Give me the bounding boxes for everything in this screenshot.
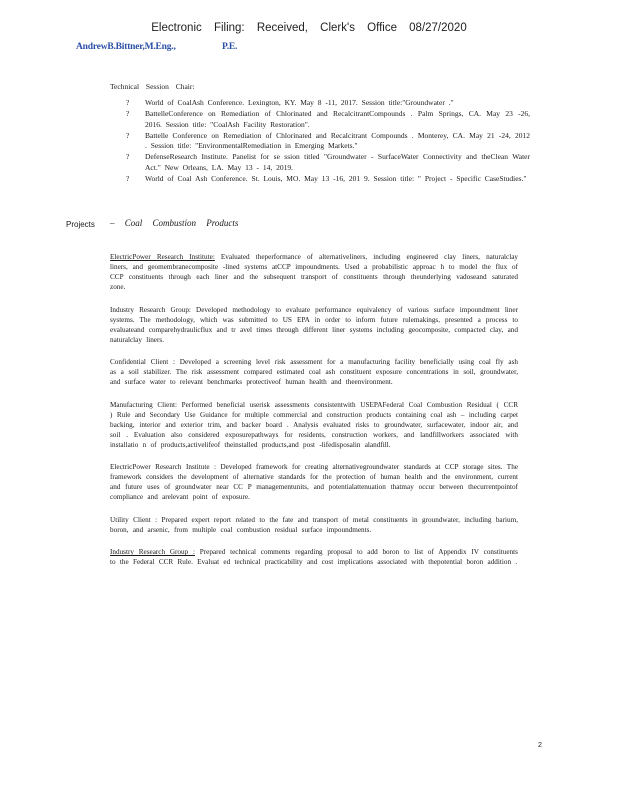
project-entries: [110, 245, 518, 580]
filing-stamp: Electronic Filing: Received, Clerk's Office 08/27/2020: [151, 22, 467, 34]
project-entry: [110, 305, 518, 345]
bullet-glyph: ?: [126, 152, 130, 161]
author-credential: P.E.: [222, 42, 238, 52]
project-entry: [110, 515, 518, 535]
author-header: [76, 42, 238, 52]
list-item-text: Battelle Conference on Remediation of Chlorinated and Recalcitrant Compounds . Monterey, CA. May 21 -24, 2012 . Session title: "EnvironmentalRemediation in Emerging Markets.": [145, 130, 530, 150]
bullet-glyph: ?: [126, 109, 130, 118]
project-entry: [110, 357, 518, 387]
list-item: [110, 152, 530, 173]
entry-text: Evaluated theperformance of alternativeliners, including engineered clay liners, naturalclay liners, and geomembranecomposite -lined systems atCCP impoundments. Used a probabilistic approac h to model the flux of CCP constituents through each liner and the subsequent transport of constituents through theunderlying vadoseand saturated zone.: [110, 253, 518, 292]
project-entry: [110, 400, 518, 450]
bullet-glyph: ?: [126, 98, 130, 107]
entry-text: Manufacturing Client: Performed beneficial userisk assessments consistentwith USEPAFederal Coal Combustion Residual ( CCR ) Rule and Secondary Use Guidance for multiple commercial and construction products containing coal ash – including carpet backing, interior and exterior trim, and backer board . Analysis evaluated risks to groundwater, surfacewater, indoor air, and soil . Evaluation also considered exposurepathways for residents, construction workers, and landfillworkers associated with installatio n of products,activelifeof theinstalled products,and post -lifedisposalin alandfill.: [110, 400, 518, 449]
projects-section-title: – Coal Combustion Products: [110, 218, 239, 228]
project-entry: [110, 462, 518, 502]
bullet-glyph: ?: [126, 130, 130, 140]
bullet-glyph: ?: [126, 173, 130, 183]
entry-client: ElectricPower Research Institute:: [110, 253, 215, 262]
list-item-text: World of CoalAsh Conference. Lexington, KY. May 8 -11, 2017. Session title:"Groundwater .": [145, 98, 454, 107]
list-item-text: World of Coal Ash Conference. St. Louis, MO. May 13 -16, 201 9. Session title: " Project - Specific CaseStudies.": [145, 173, 527, 183]
entry-text: Prepared technical comments regarding proposal to add boron to list of Appendix IV constituents to the Federal CCR Rule. Evaluat ed technical practicability and cost implications associated with thepotential boron addition .: [110, 548, 518, 567]
session-chair-list: [110, 98, 530, 185]
list-item: [110, 98, 530, 109]
page-number: 2: [538, 742, 542, 749]
entry-text: ElectricPower Research Institute : Developed framework for creating alternativegroundwater standards at CCP storage sites. The framework considers the development of alternative standards for the protection of human health and the environment, current and future uses of groundwater near CC P managementunits, and potentialattenuation thatmay occur between thecurrentpointof compliance and arelevant point of exposure.: [110, 463, 518, 502]
project-entry: [110, 547, 518, 567]
list-item-text: DefenseResearch Institute. Panelist for se ssion titled "Groundwater - SurfaceWater Connectivity and theClean Water Act." New Orleans, LA. May 13 - 14, 2019.: [145, 152, 530, 172]
projects-section-label: Projects: [66, 220, 95, 229]
list-item-text: BattelleConference on Remediation of Chlorinated and RecalcitrantCompounds . Palm Springs, CA. May 23 -26, 2016. Session title: "CoalAsh Facility Restoration".: [145, 109, 530, 129]
entry-text: Confidential Client : Developed a screening level risk assessment for a manufacturing facility beneficially using coal fly ash as a soil stabilizer. The risk assessment compared estimated coal ash constituent exposure concentrations in soil, groundwater, and surface water to relevant benchmarks protectiveof human health and theenvironment.: [110, 358, 518, 387]
entry-text: Industry Research Group: Developed methodology to evaluate performance equivalency of various surface impoundment liner systems. The methodology, which was submitted to US EPA in order to inform future rulemakings, presented a process to evaluateand comparehydraulicflux and tr avel times through different liner systems including geocomposite, compacted clay, and naturalclay liners.: [110, 305, 518, 344]
entry-client: Industry Research Group :: [110, 548, 195, 557]
author-name: AndrewB.Bittner,M.Eng.,: [76, 42, 176, 52]
list-item: [110, 174, 530, 185]
list-item: [110, 131, 530, 152]
entry-text: Utility Client : Prepared expert report related to the fate and transport of metal constituents in groundwater, including barium, boron, and arsenic, from multiple coal combustion residual surface impoundments.: [110, 515, 518, 534]
list-item: [110, 109, 530, 130]
session-chair-heading: Technical Session Chair:: [110, 82, 195, 91]
project-entry: [110, 252, 518, 292]
